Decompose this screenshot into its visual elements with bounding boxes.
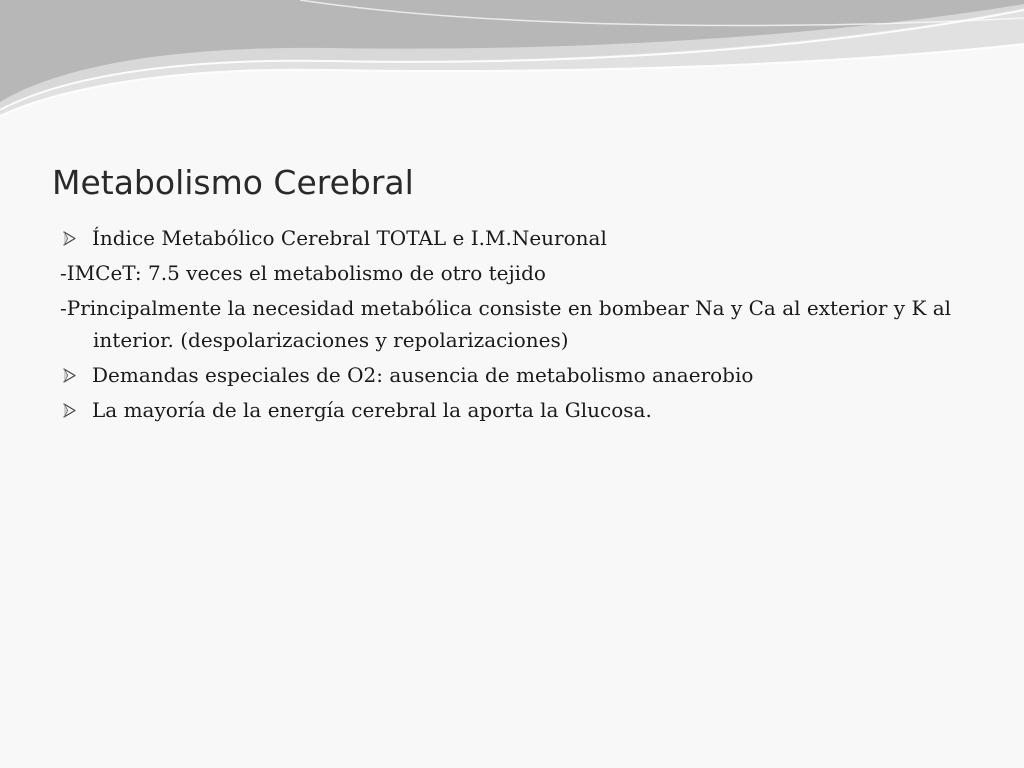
list-item bbox=[60, 394, 980, 426]
list-item bbox=[60, 257, 980, 289]
list-item-text: -Principalmente la necesidad metabólica consiste en bombear Na y Ca al exterior y K al interior. (despolarizaciones y repolarizaciones) bbox=[60, 296, 952, 352]
list-item-text: Índice Metabólico Cerebral TOTAL e I.M.Neuronal bbox=[92, 226, 607, 250]
list-item bbox=[60, 222, 980, 254]
arrow-bullet-icon bbox=[62, 403, 77, 418]
arrow-bullet-icon bbox=[62, 231, 77, 246]
arrow-bullet-icon bbox=[62, 368, 77, 383]
list-item bbox=[60, 359, 980, 391]
list-item bbox=[60, 292, 980, 356]
list-item-text: Demandas especiales de O2: ausencia de metabolismo anaerobio bbox=[92, 363, 754, 387]
slide-title: Metabolismo Cerebral bbox=[52, 163, 414, 202]
slide-body bbox=[60, 222, 980, 429]
list-item-text: -IMCeT: 7.5 veces el metabolismo de otro tejido bbox=[60, 261, 546, 285]
list-item-text: La mayoría de la energía cerebral la aporta la Glucosa. bbox=[92, 398, 652, 422]
header-decoration bbox=[0, 0, 1024, 120]
